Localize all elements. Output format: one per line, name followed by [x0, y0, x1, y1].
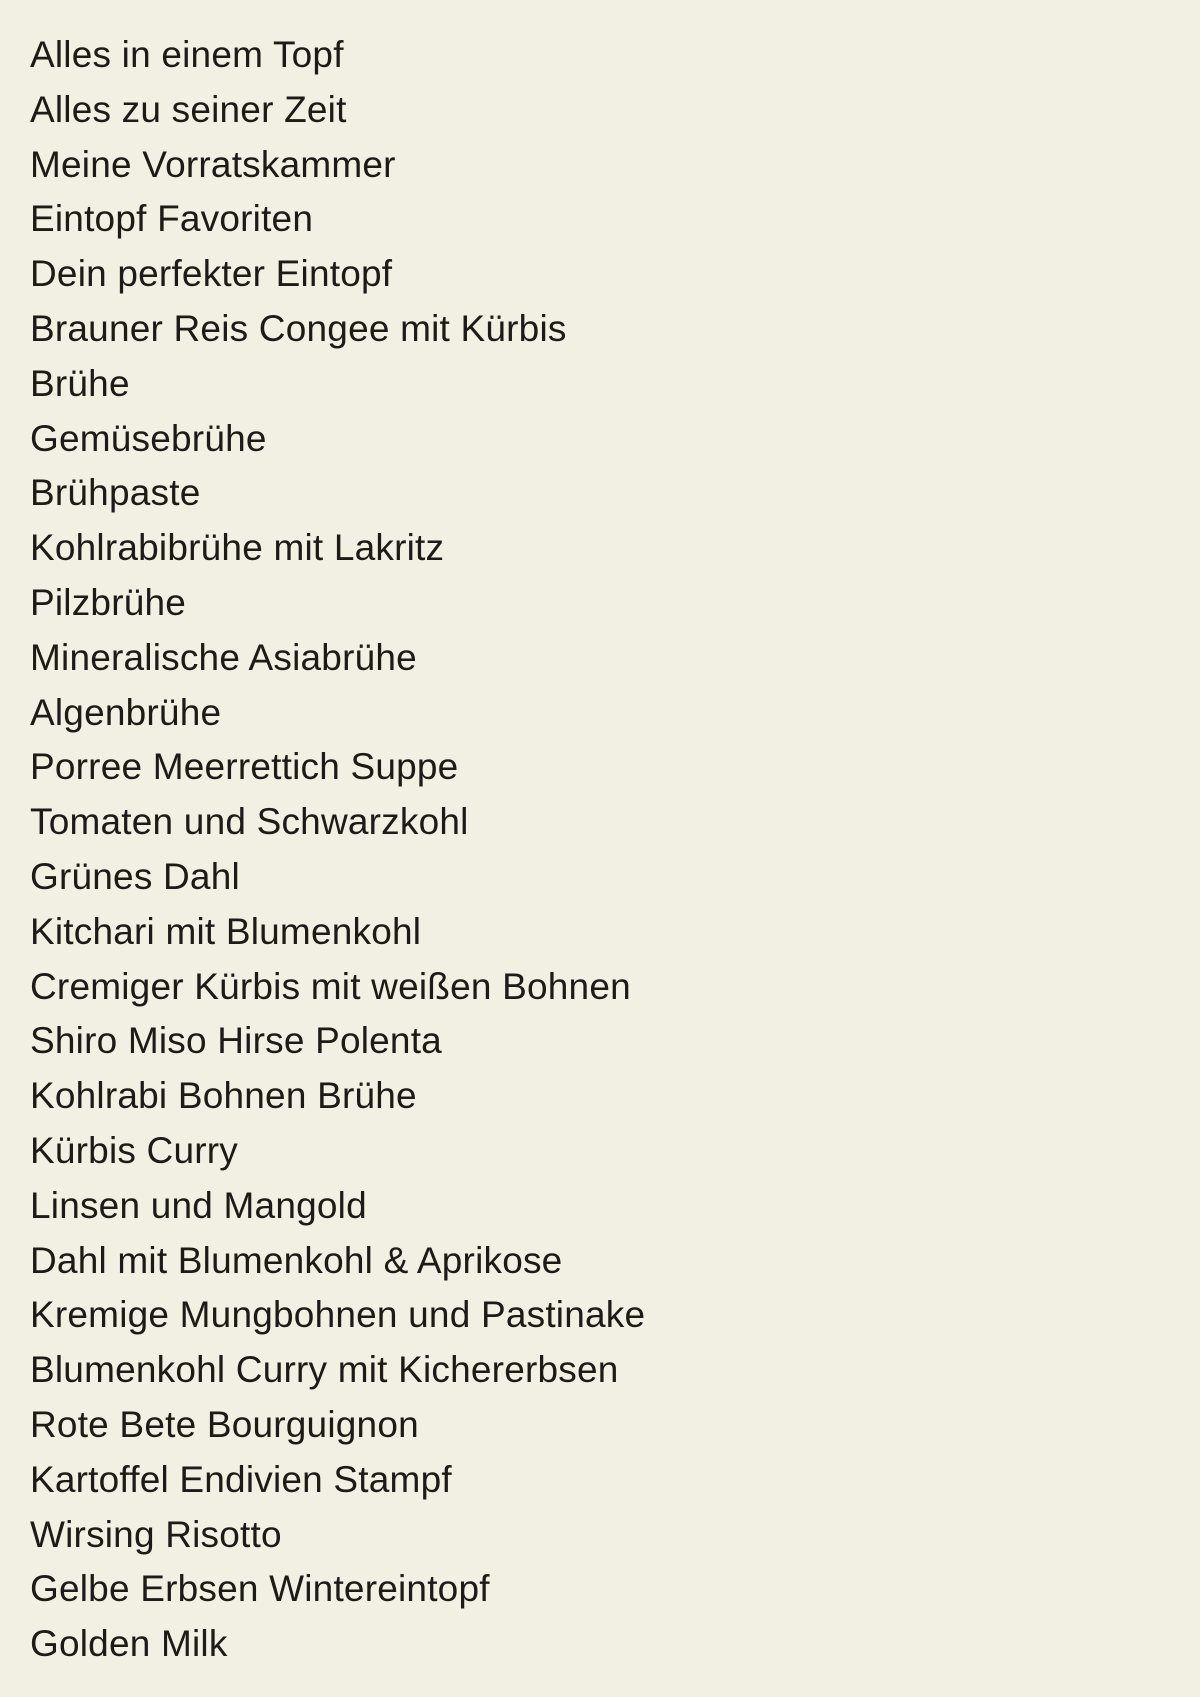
list-item: Blumenkohl Curry mit Kichererbsen	[30, 1349, 619, 1391]
list-item: Alles zu seiner Zeit	[30, 88, 347, 130]
list-item: Gelbe Erbsen Wintereintopf	[30, 1568, 490, 1610]
list-item: Porree Meerrettich Suppe	[30, 746, 459, 788]
contents-list	[30, 28, 1170, 1672]
list-item: Kohlrabibrühe mit Lakritz	[30, 527, 445, 569]
list-item: Kitchari mit Blumenkohl	[30, 910, 422, 952]
list-item: Kürbis Curry	[30, 1129, 238, 1171]
list-item: Cremiger Kürbis mit weißen Bohnen	[30, 965, 631, 1007]
list-item: Gemüsebrühe	[30, 417, 267, 459]
list-item: Algenbrühe	[30, 691, 222, 733]
list-item: Kremige Mungbohnen und Pastinake	[30, 1294, 646, 1336]
list-item: Wirsing Risotto	[30, 1513, 282, 1555]
list-item: Pilzbrühe	[30, 581, 187, 623]
list-item: Mineralische Asiabrühe	[30, 636, 417, 678]
list-item: Brühe	[30, 362, 130, 404]
list-item: Eintopf Favoriten	[30, 198, 314, 240]
list-item: Shiro Miso Hirse Polenta	[30, 1020, 442, 1062]
list-item: Linsen und Mangold	[30, 1184, 367, 1226]
list-item: Brauner Reis Congee mit Kürbis	[30, 307, 567, 349]
list-item: Kartoffel Endivien Stampf	[30, 1458, 452, 1500]
list-item: Rote Bete Bourguignon	[30, 1403, 419, 1445]
list-item: Grünes Dahl	[30, 855, 240, 897]
contents-page	[30, 28, 1170, 1672]
list-item: Alles in einem Topf	[30, 34, 344, 75]
list-item: Dein perfekter Eintopf	[30, 253, 393, 295]
list-item: Golden Milk	[30, 1623, 228, 1665]
list-item: Brühpaste	[30, 472, 201, 514]
list-item: Tomaten und Schwarzkohl	[30, 801, 469, 843]
list-item: Kohlrabi Bohnen Brühe	[30, 1075, 417, 1117]
list-item: Dahl mit Blumenkohl & Aprikose	[30, 1239, 563, 1281]
list-item: Meine Vorratskammer	[30, 143, 396, 185]
